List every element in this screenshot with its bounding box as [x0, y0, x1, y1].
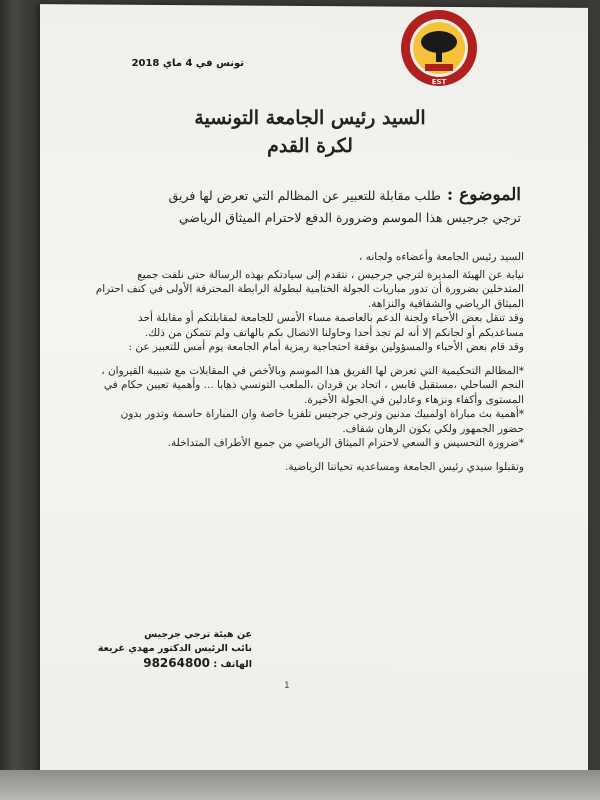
subject-line-1: [86, 184, 521, 207]
list-item: *المظالم التحكيمية التي تعرض لها الفريق هذا الموسم وبالأخص في المقابلات مع شبيبة القيروان ، النجم الساحلي ،مستقبل قابس ، اتحاد بن قردان ،الملعب التونسي ذهابا ... وأهمية تعيين حكام في المستوى وأكفاء ونزهاء وعادلين في الجولة الأخيرة.: [101, 364, 524, 406]
closing-line: وتقبلوا سيدي رئيس الجامعة ومساعديه تحياتنا الرياضية.: [284, 460, 524, 473]
emblem-abbrev: EST: [431, 78, 447, 86]
signature-phone: [104, 656, 252, 672]
subject-label: الموضوع :: [446, 185, 521, 205]
desk-edge: [0, 770, 600, 800]
addressee-line-1: السيد رئيس الجامعة التونسية: [194, 107, 426, 129]
addressee-line-2: لكرة القدم: [267, 135, 353, 157]
club-emblem-tree-icon: [399, 8, 479, 88]
subject-block: [86, 184, 521, 229]
page-number: 1: [284, 681, 290, 691]
list-item: *ضرورة التحسيس و السعي لاحترام الميثاق الرياضي من جميع الأطراف المتداخلة.: [167, 437, 524, 449]
emblem-banner: [425, 64, 453, 71]
tree-trunk: [436, 48, 442, 62]
paragraph-2: وقد تنقل بعض الأحباء ولجنة الدعم بالعاصمة مساء الأمس للجامعة لمقابلتكم أو مقابلة أحد مساعديكم أو لجانكم إلا أنه لم تجد أحدا وحاولنا الاتصال بكم بالهاتف ولم تتمكن من ذلك.: [137, 312, 524, 339]
signature-block: [97, 628, 252, 672]
paragraph-3: وقد قام بعض الأحباء والمسؤولين بوقفة احتجاجية رمزية أمام الجامعة يوم أمس للتعبير عن :: [128, 341, 524, 353]
subject-text-1: طلب مقابلة للتعبير عن المظالم التي تعرض لها فريق: [168, 188, 441, 203]
list-item: *أهمية بث مباراة اولمبيك مدنين وترجي جرجيس تلفزيا خاصة وان المباراة حاسمة وتدور بدون حضور الجمهور ولكي يكون الرهان شفاف.: [120, 408, 524, 435]
subject-line-2: ترجي جرجيس هذا الموسم وضرورة الدفع لاحترام الميثاق الرياضي: [178, 210, 521, 225]
letter-body: [92, 250, 524, 474]
greeting: السيد رئيس الجامعة وأعضاءه ولجانه ،: [359, 251, 524, 263]
letter-date: تونس في 4 ماي 2018: [131, 58, 244, 69]
phone-number: 98264800: [143, 656, 211, 670]
paragraph-1: نيابة عن الهيئة المديرة لترجي جرجيس ، نتقدم إلى سيادتكم بهذه الرسالة حتى نلفت جميع المتدخلين بضرورة أن تدور مباريات الجولة الختامية لبطولة الرابطة المحترفة الأولى في كنف احترام الميثاق الرياضي والشفافية والنزاهة.: [95, 268, 524, 310]
signature-org: عن هيئة ترجي جرجيس: [144, 629, 252, 640]
phone-label: الهاتف :: [213, 659, 252, 670]
signature-name: نائب الرئيس الدكتور مهدي غريعة: [97, 643, 252, 654]
addressee-block: [150, 104, 470, 160]
